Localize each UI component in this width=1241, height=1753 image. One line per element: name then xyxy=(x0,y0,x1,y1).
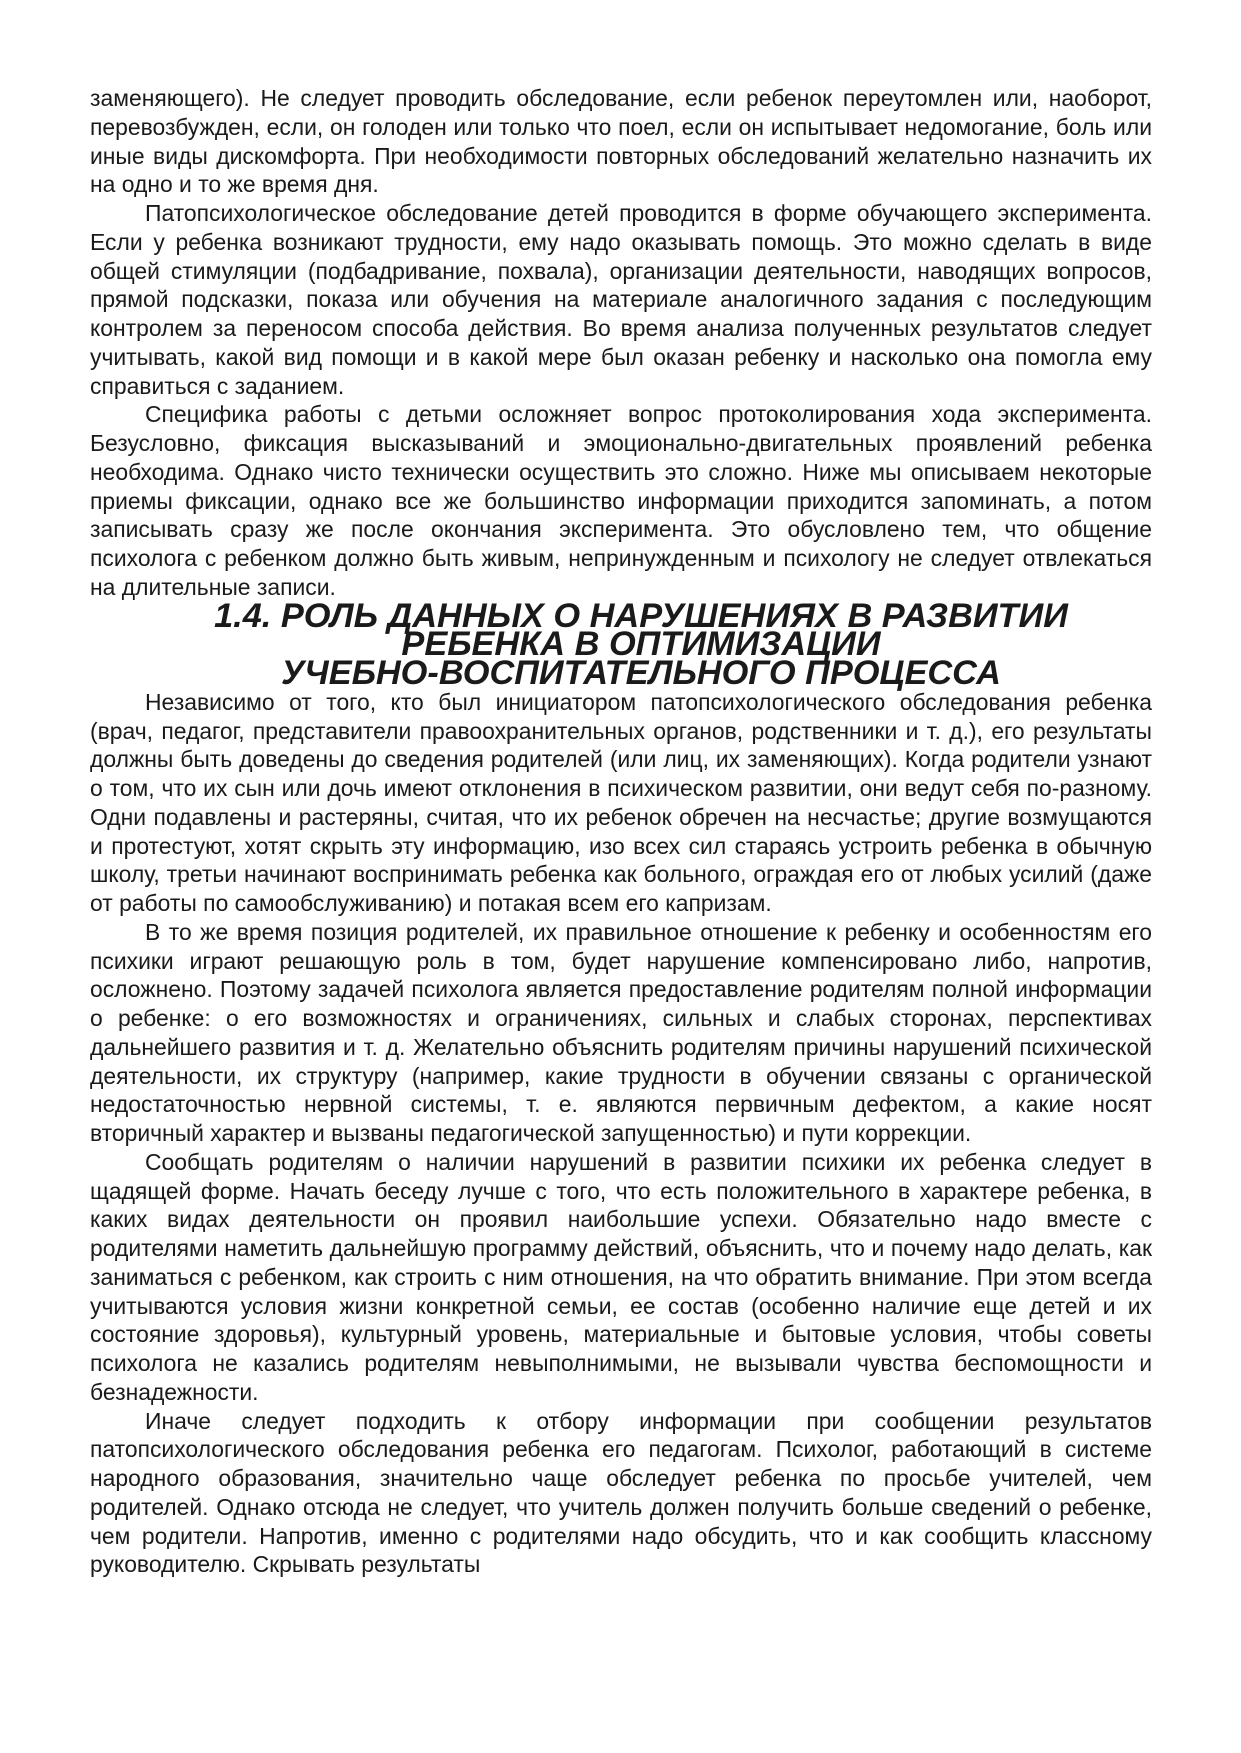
document-page xyxy=(90,84,1152,1579)
paragraph: Специфика работы с детьми осложняет вопрос протоколирования хода эксперимента. Безусловно, фиксация высказываний и эмоционально-двигательных проявлений ребенка необходима. Однако чисто технически осуществить это сложно. Ниже мы описываем некоторые приемы фиксации, однако все же большинство информации приходится запоминать, а потом записывать сразу же после окончания эксперимента. Это обусловлено тем, что общение психолога с ребенком должно быть живым, непринужденным и психологу не следует отвлекаться на длительные записи. xyxy=(90,401,1152,600)
paragraph: Иначе следует подходить к отбору информации при сообщении результатов патопсихологического обследования ребенка его педагогам. Психолог, работающий в системе народного образования, значительно чаще обследует ребенка по просьбе учителей, чем родителей. Однако отсюда не следует, что учитель должен получить больше сведений о ребенке, чем родители. Напротив, именно с родителями надо обсудить, что и как сообщить классному руководителю. Скрывать результаты xyxy=(90,1407,1152,1578)
section-heading xyxy=(90,596,1152,692)
paragraph: В то же время позиция родителей, их правильное отношение к ребенку и особенностям его психики играют решающую роль в том, будет нарушение компенсировано либо, напротив, осложнено. Поэтому задачей психолога является предоставление родителям полной информации о ребенке: о его возможностях и ограничениях, сильных и слабых сторонах, перспективах дальнейшего развития и т. д. Желательно объяснить родителям причины нарушений психической деятельности, их структуру (например, какие трудности в обучении связаны с органической недостаточностью нервной системы, т. е. являются первичным дефектом, а какие носят вторичный характер и вызваны педагогической запущенностью) и пути коррекции. xyxy=(90,918,1152,1146)
paragraph: Патопсихологическое обследование детей проводится в форме обучающего эксперимента. Если у ребенка возникают трудности, ему надо оказывать помощь. Это можно сделать в виде общей стимуляции (подбадривание, похвала), организации деятельности, наводящих вопросов, прямой подсказки, показа или обучения на материале аналогичного задания с последующим контролем за переносом способа действия. Во время анализа полученных результатов следует учитывать, какой вид помощи и в какой мере был оказан ребенку и насколько она помогла ему справиться с заданием. xyxy=(90,200,1152,399)
section-heading-line-1: 1.4. РОЛЬ ДАННЫХ О НАРУШЕНИЯХ В РАЗВИТИИ РЕБЕНКА В ОПТИМИЗАЦИИ xyxy=(214,596,1068,664)
paragraph: Сообщать родителям о наличии нарушений в развитии психики их ребенка следует в щадящей форме. Начать беседу лучше с того, что есть положительного в характере ребенка, в каких видах деятельности он проявил наибольшие успехи. Обязательно надо вместе с родителями наметить дальнейшую программу действий, объяснить, что и почему надо делать, как заниматься с ребенком, как строить с ним отношения, на что обратить внимание. При этом всегда учитываются условия жизни конкретной семьи, ее состав (особенно наличие еще детей и их состояние здоровья), культурный уровень, материальные и бытовые условия, чтобы советы психолога не казались родителям невыполнимыми, не вызывали чувства беспомощности и безнадежности. xyxy=(90,1148,1152,1405)
paragraph: Независимо от того, кто был инициатором патопсихологического обследования ребенка (врач, педагог, представители правоохранительных органов, родственники и т. д.), его результаты должны быть доведены до сведения родителей (или лиц, их заменяющих). Когда родители узнают о том, что их сын или дочь имеют отклонения в психическом развитии, они ведут себя по-разному. Одни подавлены и растеряны, считая, что их ребенок обречен на несчастье; другие возмущаются и протестуют, хотят скрыть эту информацию, изо всех сил стараясь устроить ребенка в обычную школу, третьи начинают воспринимать ребенка как больного, ограждая его от любых усилий (даже от работы по самообслуживанию) и потакая всем его капризам. xyxy=(90,688,1152,916)
section-heading-line-2: УЧЕБНО-ВОСПИТАТЕЛЬНОГО ПРОЦЕССА xyxy=(281,654,1001,692)
paragraph: заменяющего). Не следует проводить обследование, если ребенок переутомлен или, наоборот, перевозбужден, если, он голоден или только что поел, если он испытывает недомогание, боль или иные виды дискомфорта. При необходимости повторных обследований желательно назначить их на одно и то же время дня. xyxy=(90,85,1152,198)
